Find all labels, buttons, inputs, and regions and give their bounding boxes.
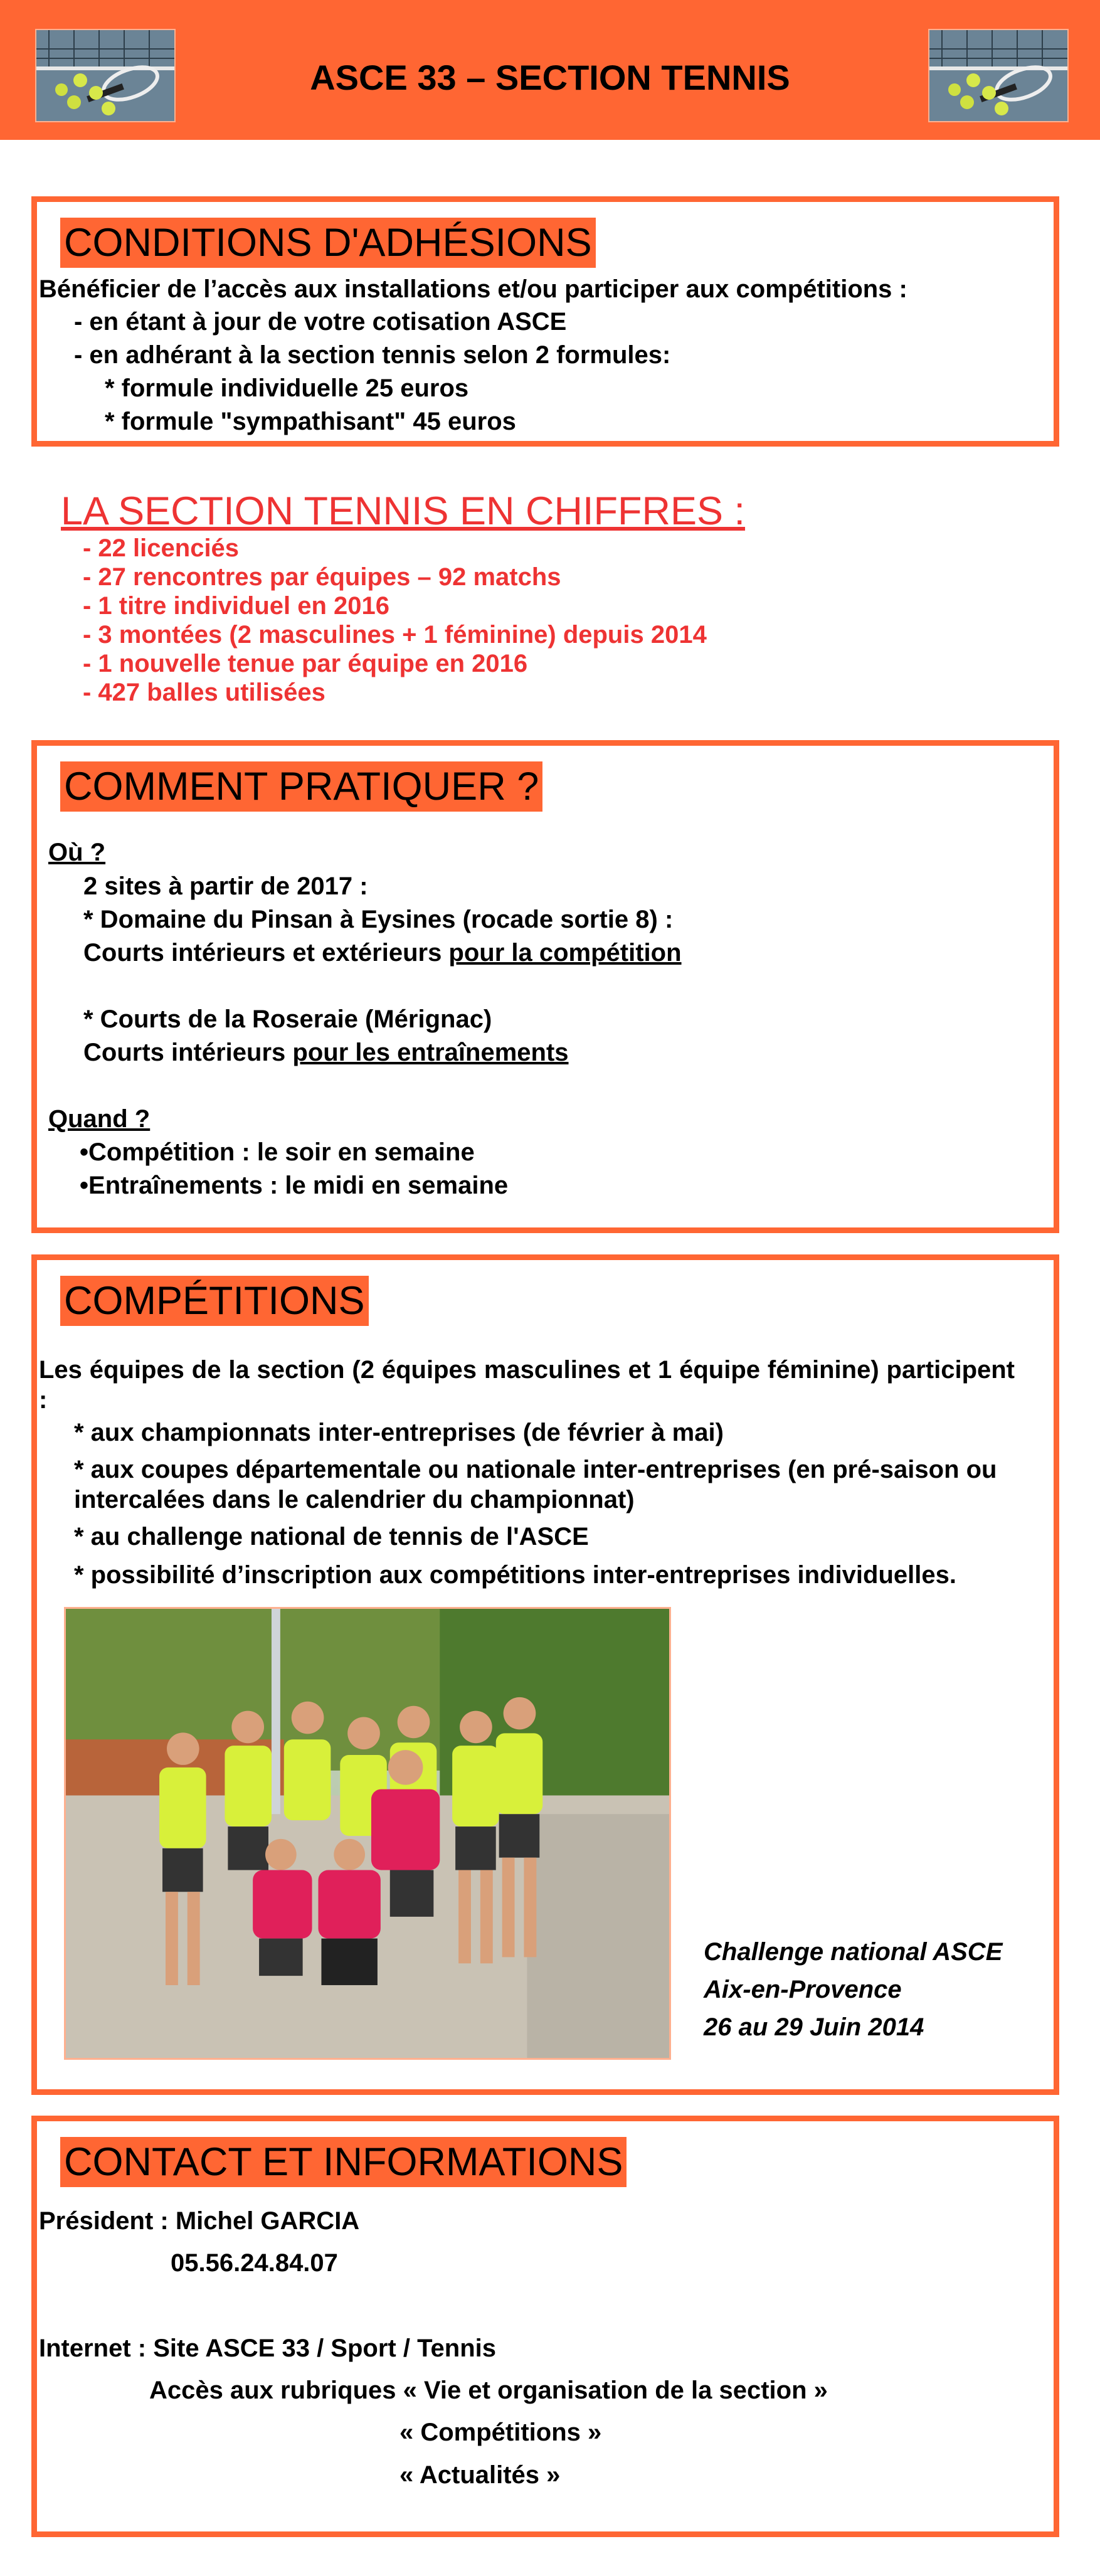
adhesion-line: - en adhérant à la section tennis selon 2 formules:: [74, 341, 671, 369]
rubriques: Accès aux rubriques « Vie et organisation de la section »: [149, 2377, 828, 2404]
adhesion-line: * formule "sympathisant" 45 euros: [105, 408, 516, 435]
competitions-item: intercalées dans le calendrier du championnat): [74, 1486, 635, 1513]
adhesion-section: [31, 196, 1059, 447]
site2-name: * Courts de la Roseraie (Mérignac): [83, 1005, 492, 1033]
page-header: [0, 0, 1100, 140]
contact-title: CONTACT ET INFORMATIONS: [60, 2137, 627, 2187]
chiffres-item: - 427 balles utilisées: [83, 679, 325, 706]
competitions-item: * aux championnats inter-entreprises (de février à mai): [74, 1419, 724, 1446]
page-title: ASCE 33 – SECTION TENNIS: [310, 58, 790, 97]
tennis-balls-image-right: [928, 29, 1069, 122]
adhesion-line: * formule individuelle 25 euros: [105, 374, 469, 402]
adhesion-title: CONDITIONS D'ADHÉSIONS: [60, 218, 596, 268]
competitions-title: COMPÉTITIONS: [60, 1276, 369, 1326]
chiffres-item: - 27 rencontres par équipes – 92 matchs: [83, 563, 561, 591]
rubrique-actualites: « Actualités »: [399, 2461, 561, 2489]
chiffres-item: - 1 nouvelle tenue par équipe en 2016: [83, 650, 528, 677]
contact-section: [31, 2116, 1059, 2537]
president: Président : Michel GARCIA: [39, 2207, 360, 2235]
photo-caption: Challenge national ASCE: [704, 1938, 1003, 1966]
competitions-intro: Les équipes de la section (2 équipes masculines et 1 équipe féminine) participent :: [39, 1356, 1015, 1414]
team-photo: [64, 1607, 671, 2060]
ou-label: Où ?: [48, 839, 106, 866]
photo-caption: Aix-en-Provence: [704, 1976, 902, 2003]
chiffres-item: - 22 licenciés: [83, 534, 240, 562]
site1-name: * Domaine du Pinsan à Eysines (rocade sortie 8) :: [83, 906, 674, 933]
sites-count: 2 sites à partir de 2017 :: [83, 872, 368, 900]
chiffres-item: - 3 montées (2 masculines + 1 féminine) depuis 2014: [83, 621, 707, 649]
phone-number: 05.56.24.84.07: [171, 2249, 338, 2277]
rubrique-competitions: « Compétitions »: [399, 2419, 602, 2446]
adhesion-intro: Bénéficier de l’accès aux installations et/ou participer aux compétitions :: [39, 275, 907, 303]
quand-item: •Compétition : le soir en semaine: [80, 1138, 475, 1166]
pratiquer-section: [31, 740, 1059, 1233]
photo-caption: 26 au 29 Juin 2014: [704, 2013, 924, 2041]
internet-path: Internet : Site ASCE 33 / Sport / Tennis: [39, 2335, 497, 2362]
competitions-item: * aux coupes départementale ou nationale inter-entreprises (en pré-saison ou: [74, 1456, 997, 1483]
quand-label: Quand ?: [48, 1105, 151, 1133]
pratiquer-title: COMMENT PRATIQUER ?: [60, 761, 542, 812]
competitions-item: * au challenge national de tennis de l'ASCE: [74, 1523, 589, 1550]
chiffres-item: - 1 titre individuel en 2016: [83, 592, 390, 620]
competitions-item: * possibilité d’inscription aux compétitions inter-entreprises individuelles.: [74, 1561, 956, 1589]
site2-description: Courts intérieurs pour les entraînements: [83, 1039, 569, 1066]
chiffres-title: LA SECTION TENNIS EN CHIFFRES :: [61, 489, 746, 533]
quand-item: •Entraînements : le midi en semaine: [80, 1172, 509, 1199]
adhesion-line: - en étant à jour de votre cotisation ASCE: [74, 308, 567, 336]
site1-description: Courts intérieurs et extérieurs pour la compétition: [83, 939, 682, 967]
